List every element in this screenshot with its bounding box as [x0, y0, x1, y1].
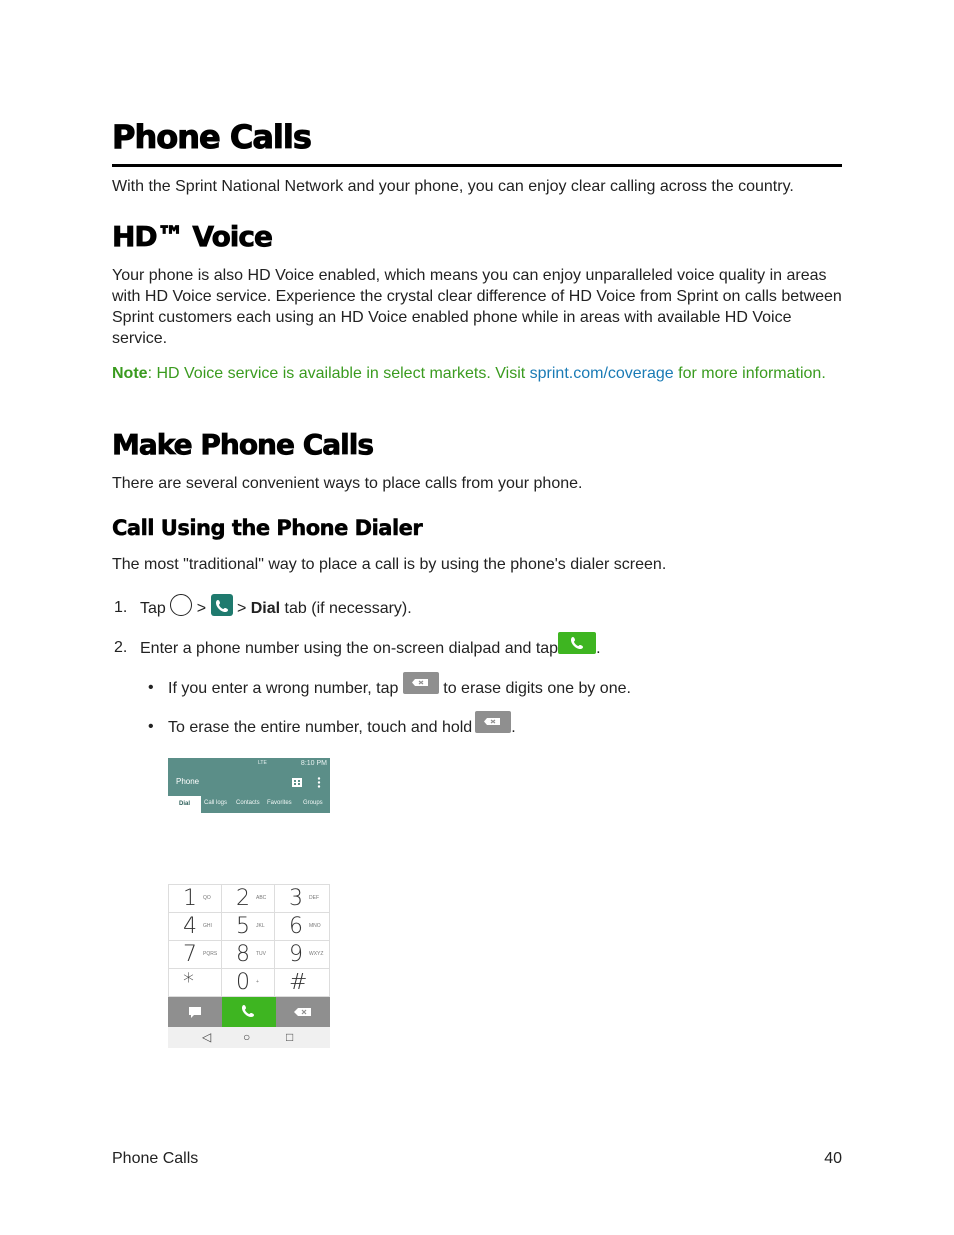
- key-digit: 7: [183, 942, 197, 967]
- key-4[interactable]: [169, 913, 222, 941]
- tap-word: Tap: [140, 600, 166, 618]
- bullet-dot: •: [148, 679, 154, 696]
- key-letters: WXYZ: [309, 951, 324, 957]
- tab-call-logs[interactable]: Call logs: [204, 800, 228, 806]
- more-options-icon[interactable]: [317, 777, 321, 788]
- note-tail: for more information.: [673, 365, 826, 382]
- dialer-actions: [168, 997, 330, 1027]
- key-7[interactable]: [169, 941, 222, 969]
- step-number: 2.: [114, 639, 128, 656]
- key-letters: MNO: [309, 923, 321, 929]
- key-digit: 4: [183, 914, 197, 939]
- key-star[interactable]: [169, 969, 222, 997]
- step-1-tail: tab (if necessary).: [284, 600, 412, 618]
- key-9[interactable]: [275, 941, 330, 969]
- bullet-2-text: [168, 717, 516, 739]
- bullet-1-text: [168, 678, 631, 700]
- key-1[interactable]: [169, 885, 222, 913]
- tab-dial[interactable]: Dial: [168, 796, 201, 813]
- tab-bar: [168, 796, 330, 813]
- step-number: 1.: [114, 599, 128, 616]
- key-hash[interactable]: [275, 969, 330, 997]
- hd-voice-heading: HD™ Voice: [112, 220, 272, 253]
- dialer-screenshot: [168, 758, 330, 1048]
- backspace-icon: [403, 672, 439, 694]
- dial-tab-label: Dial: [250, 600, 281, 618]
- note-label: Note: [112, 365, 148, 382]
- recents-icon[interactable]: □: [286, 1030, 294, 1044]
- key-letters: +: [256, 979, 259, 985]
- key-6[interactable]: [275, 913, 330, 941]
- note-text: : HD Voice service is available in select markets. Visit: [147, 365, 530, 382]
- tab-groups[interactable]: Groups: [303, 800, 323, 806]
- key-digit: *: [183, 970, 194, 995]
- intro-text: With the Sprint National Network and your phone, you can enjoy clear calling across the country.: [112, 178, 794, 195]
- tab-favorites[interactable]: Favorites: [267, 800, 292, 806]
- key-digit: 2: [236, 886, 250, 911]
- call-button[interactable]: [222, 997, 276, 1027]
- key-letters: TUV: [256, 951, 266, 957]
- page-title: Phone Calls: [112, 118, 311, 156]
- key-2[interactable]: [222, 885, 275, 913]
- dialer-heading: Call Using the Phone Dialer: [112, 516, 423, 540]
- status-time: 8:10 PM: [300, 760, 327, 767]
- bullet-1-tail: to erase digits one by one.: [443, 680, 631, 698]
- note-paragraph: [112, 363, 847, 384]
- gt-sign: >: [236, 600, 247, 618]
- title-rule: [112, 164, 842, 167]
- dialer-body: The most "traditional" way to place a call is by using the phone's dialer screen.: [112, 556, 667, 573]
- key-digit: 5: [236, 914, 250, 939]
- call-icon: [222, 997, 276, 1027]
- key-0[interactable]: [222, 969, 275, 997]
- page-number: 40: [824, 1150, 842, 1167]
- step-1-text: [140, 598, 412, 620]
- step-2-body: Enter a phone number using the on-screen dialpad and tap: [140, 640, 559, 658]
- key-digit: 9: [289, 942, 303, 967]
- key-digit: 3: [289, 886, 303, 911]
- dialpad: [168, 884, 330, 997]
- key-digit: #: [289, 970, 308, 995]
- footer-section: Phone Calls: [112, 1150, 199, 1167]
- make-calls-heading: Make Phone Calls: [112, 428, 374, 461]
- key-digit: 0: [236, 970, 250, 995]
- key-letters: QO: [203, 895, 211, 901]
- key-letters: ABC: [256, 895, 267, 901]
- message-button[interactable]: [168, 997, 222, 1027]
- message-icon: [168, 997, 222, 1027]
- phone-app-icon: [211, 594, 233, 616]
- key-digit: 1: [183, 886, 197, 911]
- key-letters: GHI: [203, 923, 212, 929]
- gt-sign: >: [196, 600, 207, 618]
- bullet-2-tail: .: [511, 719, 516, 737]
- backspace-icon: [276, 997, 330, 1027]
- key-5[interactable]: [222, 913, 275, 941]
- key-3[interactable]: [275, 885, 330, 913]
- status-bar: [168, 758, 330, 770]
- step-2-text: [140, 638, 601, 660]
- tab-contacts[interactable]: Contacts: [236, 800, 260, 806]
- home-nav-icon[interactable]: ○: [243, 1030, 251, 1044]
- lte-indicator: LTE: [258, 760, 267, 766]
- app-title: Phone: [176, 777, 200, 786]
- dialpad-icon[interactable]: [292, 778, 302, 787]
- back-icon[interactable]: ◁: [202, 1030, 212, 1044]
- step-2-tail: .: [596, 640, 601, 658]
- page: [112, 0, 842, 1235]
- bullet-dot: •: [148, 718, 154, 735]
- backspace-icon: [475, 711, 511, 733]
- make-calls-body: There are several convenient ways to place calls from your phone.: [112, 475, 583, 492]
- key-letters: DEF: [309, 895, 319, 901]
- app-bar: [168, 770, 330, 796]
- key-digit: 8: [236, 942, 250, 967]
- key-digit: 6: [289, 914, 303, 939]
- bullet-1-body: If you enter a wrong number, tap: [168, 680, 399, 698]
- home-icon: [170, 594, 192, 616]
- hd-voice-body: Your phone is also HD Voice enabled, which means you can enjoy unparalleled voice quality in areas with HD Voice service. Experience the crystal clear difference of HD Voice from Sprint on calls between Sprint customers each using an HD Voice enabled phone while in areas with available HD Voice service.: [112, 267, 842, 347]
- call-button-icon: [558, 632, 596, 654]
- key-letters: JKL: [256, 923, 265, 929]
- coverage-link[interactable]: sprint.com/coverage: [529, 365, 674, 382]
- nav-bar: [168, 1027, 330, 1048]
- bullet-2-body: To erase the entire number, touch and hold: [168, 719, 473, 737]
- delete-button[interactable]: [276, 997, 330, 1027]
- key-8[interactable]: [222, 941, 275, 969]
- key-letters: PQRS: [203, 951, 218, 957]
